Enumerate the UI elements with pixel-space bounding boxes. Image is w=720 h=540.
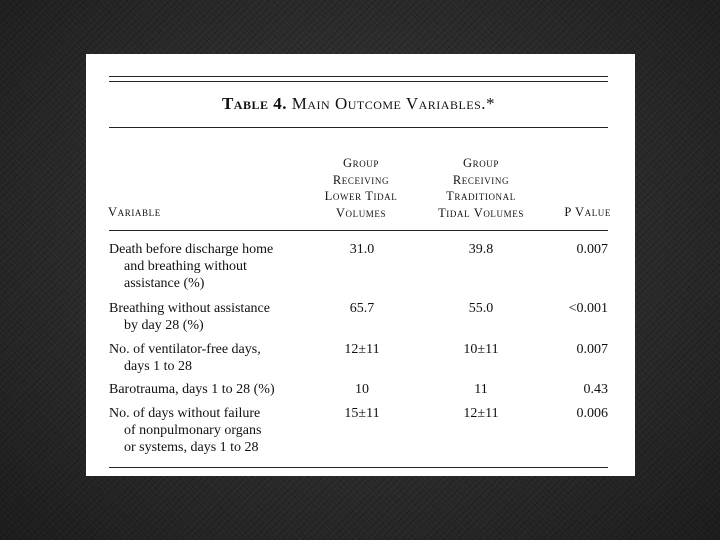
row-variable [109,381,314,398]
value-traditional-tidal: 39.8 [468,242,494,257]
value-lower-tidal: 31.0 [349,242,375,257]
value-lower-tidal: 65.7 [349,301,375,316]
value-traditional-tidal: 10±11 [463,342,499,357]
header-line: Receiving [332,172,390,187]
header-line: Group [462,156,500,170]
slide-panel [86,54,635,476]
variable-line: No. of ventilator-free days, [109,342,261,357]
table-title [106,94,611,114]
value-p: 0.43 [583,382,608,397]
value-p: 0.006 [576,406,608,421]
variable-line: Breathing without assistance [109,301,270,316]
header-rule [109,230,608,231]
variable-line: Death before discharge home [109,242,274,257]
row-variable [109,341,314,375]
table-number: Table 4. [221,94,287,113]
variable-line: days 1 to 28 [124,359,193,374]
row-variable [109,241,314,292]
top-rule-double [109,81,608,82]
header-line: Group [342,156,380,170]
header-traditional-tidal [426,155,536,221]
table-caption: Main Outcome Variables.* [291,94,496,113]
value-lower-tidal: 12±11 [344,342,380,357]
value-traditional-tidal: 11 [474,382,488,397]
value-p: <0.001 [568,301,608,316]
header-p-value: P Value [564,205,611,219]
variable-line: No. of days without failure [109,406,261,421]
row-variable [109,405,314,456]
variable-line: by day 28 (%) [124,318,204,333]
variable-line: Barotrauma, days 1 to 28 (%) [109,382,275,397]
value-traditional-tidal: 55.0 [468,301,494,316]
value-lower-tidal: 15±11 [344,406,380,421]
bottom-rule [109,467,608,468]
header-lower-tidal [315,155,407,221]
header-line: Receiving [452,172,510,187]
header-line: Volumes [335,205,387,220]
variable-line: of nonpulmonary organs [124,423,262,438]
variable-line: assistance (%) [124,276,205,291]
header-line: Traditional [446,189,516,203]
value-p: 0.007 [576,342,608,357]
header-line: Tidal Volumes [438,205,524,220]
value-traditional-tidal: 12±11 [463,406,499,421]
top-rule [109,76,608,77]
header-line: Lower Tidal [324,189,398,203]
value-lower-tidal: 10 [355,382,369,397]
header-variable: Variable [108,205,161,219]
row-variable [109,300,314,334]
value-p: 0.007 [576,242,608,257]
variable-line: and breathing without [124,259,247,274]
variable-line: or systems, days 1 to 28 [124,440,259,455]
title-rule [109,127,608,128]
